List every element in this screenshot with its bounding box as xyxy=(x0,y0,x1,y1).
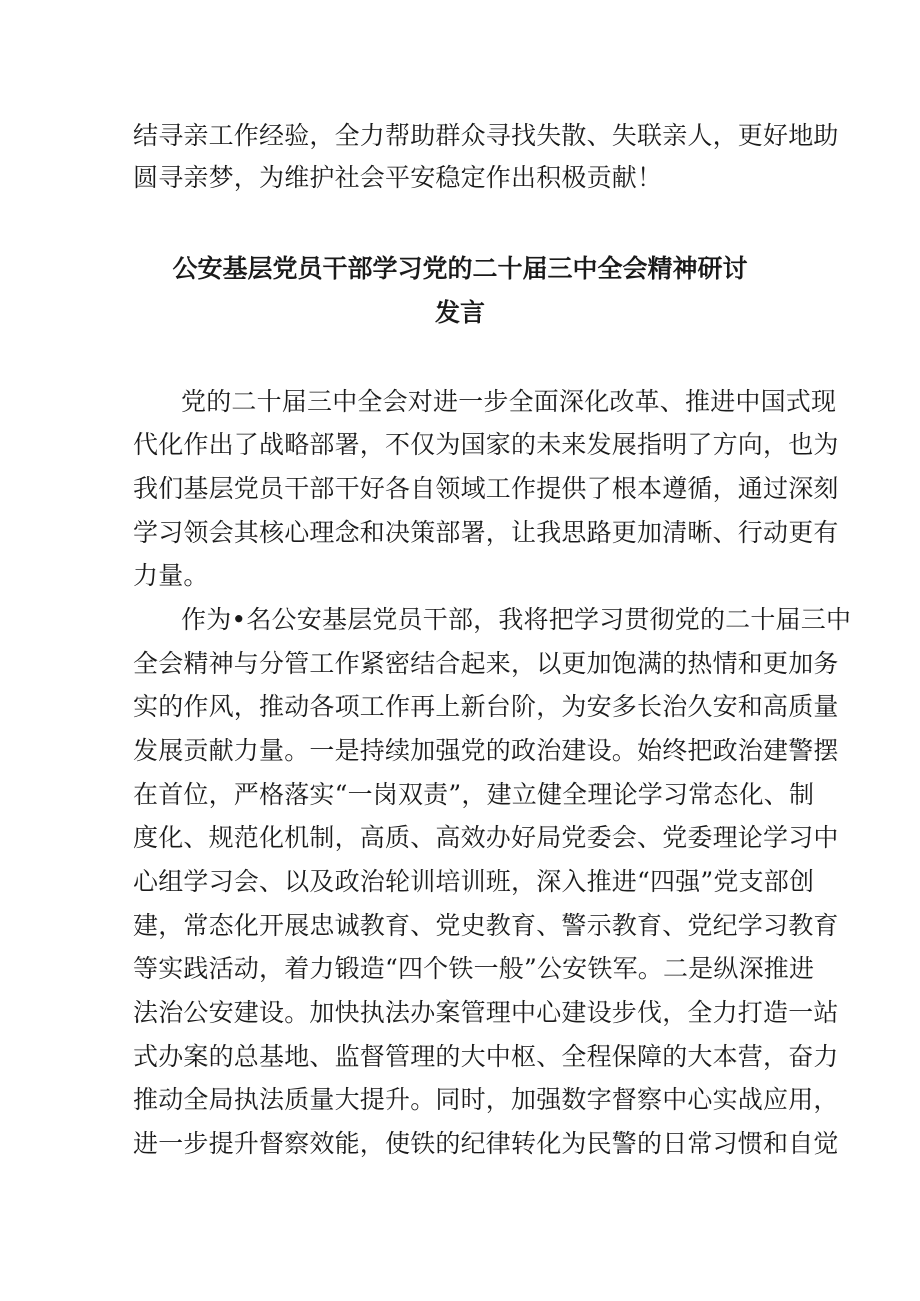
paragraph-1-line-1: 党的二十届三中全会对进一步全面深化改革、推进中国式现 xyxy=(181,387,837,416)
paragraph-2-line-13: 进一步提升督察效能，使铁的纪律转化为民警的日常习惯和自觉 xyxy=(133,1129,839,1158)
paragraph-1-line-3: 我们基层党员干部干好各自领域工作提供了根本遵循，通过深刻 xyxy=(133,474,839,503)
paragraph-2-line-3: 实的作风，推动各项工作再上新台阶，为安多长治久安和高质量 xyxy=(133,692,839,721)
paragraph-2-line-8: 建，常态化开展忠诚教育、党史教育、警示教育、党纪学习教育 xyxy=(133,911,839,940)
paragraph-2-line-10: 法治公安建设。加快执法办案管理中心建设步伐，全力打造一站 xyxy=(133,998,839,1027)
document-title-line-2: 发言 xyxy=(434,298,485,327)
paragraph-2-line-2: 全会精神与分管工作紧密结合起来，以更加饱满的热情和更加务 xyxy=(133,649,839,678)
paragraph-2-line-12: 推动全局执法质量大提升。同时，加强数字督察中心实战应用， xyxy=(133,1085,839,1114)
paragraph-2-line-1: 作为•名公安基层党员干部，我将把学习贯彻党的二十届三中 xyxy=(181,605,852,634)
paragraph-2-line-5: 在首位，严格落实“一岗双责”，建立健全理论学习常态化、制 xyxy=(133,780,815,809)
document-title-line-1: 公安基层党员干部学习党的二十届三中全会精神研讨 xyxy=(172,254,748,283)
paragraph-1-line-4: 学习领会其核心理念和决策部署，让我思路更加清晰、行动更有 xyxy=(133,518,839,547)
paragraph-2-line-6: 度化、规范化机制，高质、高效办好局党委会、党委理论学习中 xyxy=(133,823,839,852)
paragraph-1-line-2: 代化作出了战略部署，不仅为国家的未来发展指明了方向，也为 xyxy=(133,430,839,459)
paragraph-2-line-11: 式办案的总基地、监督管理的大中枢、全程保障的大本营，奋力 xyxy=(133,1042,839,1071)
continuation-line-2: 圆寻亲梦，为维护社会平安稳定作出积极贡献！ xyxy=(133,163,663,192)
continuation-line-1: 结寻亲工作经验，全力帮助群众寻找失散、失联亲人，更好地助 xyxy=(133,121,839,150)
paragraph-2-line-9: 等实践活动，着力锻造“四个铁一般”公安铁军。二是纵深推进 xyxy=(133,954,815,983)
paragraph-2-line-7: 心组学习会、以及政治轮训培训班，深入推进“四强”党支部创 xyxy=(133,867,815,896)
paragraph-2-line-4: 发展贡献力量。一是持续加强党的政治建设。始终把政治建警摆 xyxy=(133,736,839,765)
paragraph-1-line-5: 力量。 xyxy=(133,561,209,590)
